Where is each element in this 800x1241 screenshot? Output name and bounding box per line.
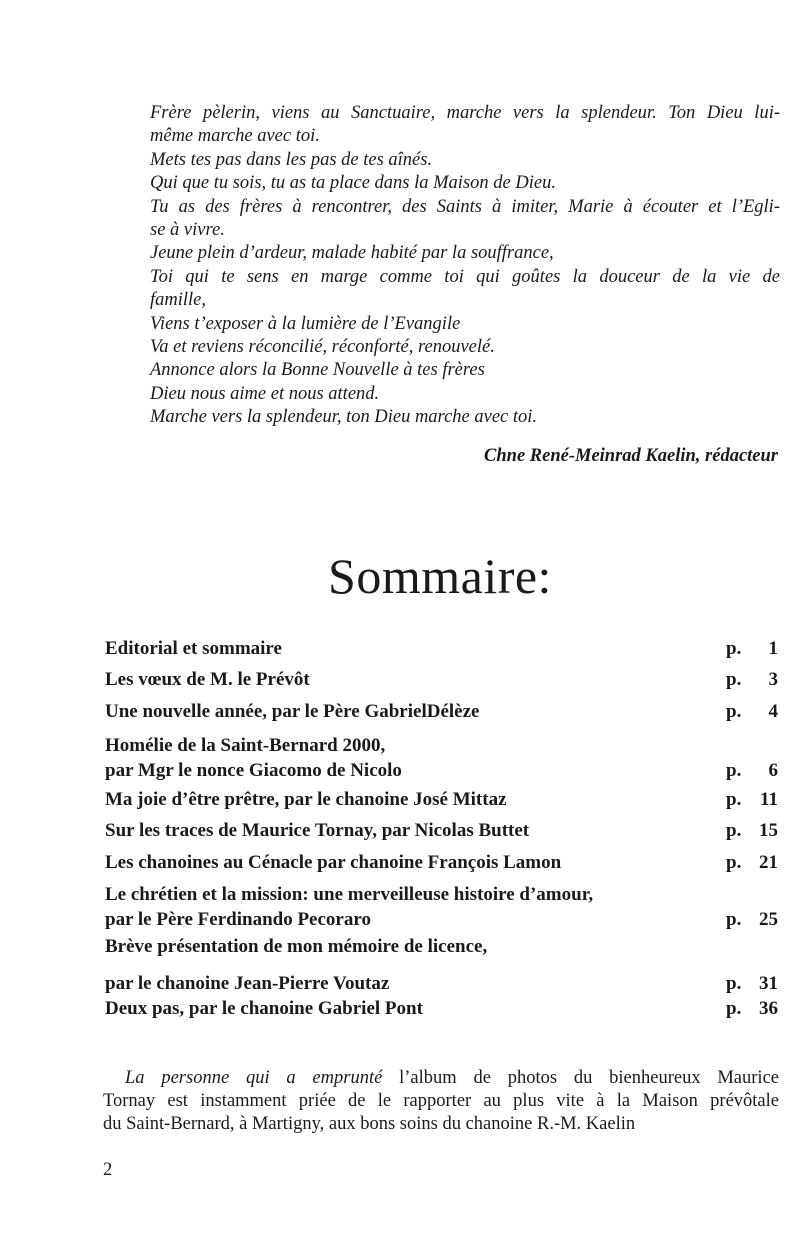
toc-page-number: 31 [759, 973, 778, 994]
toc-page-ref [726, 818, 778, 843]
notice-line: du Saint-Bernard, à Martigny, aux bons soins du chanoine R.-M. Kaelin [103, 1114, 636, 1134]
page-title: Sommaire: [328, 547, 552, 604]
toc-entry [105, 636, 778, 661]
toc-entry [105, 699, 778, 724]
toc-entry-title: Homélie de la Saint-Bernard 2000, [105, 735, 386, 756]
toc-entry-title: Les vœux de M. le Prévôt [105, 669, 310, 690]
toc-page-ref [726, 971, 778, 996]
poem-line: Va et reviens réconcilié, réconforté, renouvelé. [150, 337, 495, 358]
toc-entry-title-continued: par le chanoine Jean-Pierre Voutaz [105, 973, 390, 994]
toc-page-number: 4 [768, 701, 778, 722]
toc-page-ref [726, 667, 778, 692]
toc-entry [105, 882, 778, 932]
toc-page-number: 11 [760, 789, 778, 810]
toc-page-prefix: p. [726, 973, 742, 994]
toc-page-ref [726, 996, 778, 1021]
page-number: 2 [103, 1160, 113, 1180]
toc-page-number: 36 [759, 998, 778, 1019]
toc-page-ref [726, 699, 778, 724]
editorial-poem [150, 102, 780, 430]
poem-line: Tu as des frères à rencontrer, des Saints à imiter, Marie à écouter et l’Egli- [150, 196, 780, 217]
poem-line: Toi qui te sens en marge comme toi qui goûtes la douceur de la vie de [150, 266, 780, 287]
toc-entry-title: Sur les traces de Maurice Tornay, par Nicolas Buttet [105, 820, 530, 841]
toc-entry-title-continued: par Mgr le nonce Giacomo de Nicolo [105, 760, 402, 781]
poem-line: se à vivre. [150, 220, 225, 241]
toc-entry-title: Le chrétien et la mission: une merveilleuse histoire d’amour, [105, 884, 594, 905]
toc-entry-title: Ma joie d’être prêtre, par le chanoine José Mittaz [105, 789, 507, 810]
toc-entry-title: Brève présentation de mon mémoire de licence, [105, 936, 488, 957]
toc-page-prefix: p. [726, 789, 742, 810]
toc-page-number: 15 [759, 820, 778, 841]
toc-page-prefix: p. [726, 909, 742, 930]
notice-line: Tornay est instamment priée de le rapporter au plus vite à la Maison prévôtale [103, 1091, 779, 1111]
notice-line [103, 1067, 779, 1090]
toc-page-ref [726, 850, 778, 875]
toc-entry [105, 996, 778, 1021]
editorial-signature: Chne René-Meinrad Kaelin, rédacteur [484, 446, 778, 466]
toc-page-prefix: p. [726, 852, 742, 873]
poem-line: Mets tes pas dans les pas de tes aînés. [150, 149, 433, 170]
toc-entry-title: Une nouvelle année, par le Père GabrielDélèze [105, 701, 480, 722]
toc-page-prefix: p. [726, 998, 742, 1019]
toc-page-prefix: p. [726, 701, 742, 722]
toc-entry [105, 667, 778, 692]
poem-line: Annonce alors la Bonne Nouvelle à tes frères [150, 360, 485, 381]
toc-entry-title-continued: par le Père Ferdinando Pecoraro [105, 909, 371, 930]
toc-entry [105, 733, 778, 783]
toc-page-prefix: p. [726, 820, 742, 841]
toc-entry [105, 787, 778, 812]
toc-page-prefix: p. [726, 669, 742, 690]
toc-entry [105, 934, 778, 996]
toc-page-ref [726, 636, 778, 661]
poem-line: Frère pèlerin, viens au Sanctuaire, marche vers la splendeur. Ton Dieu lui- [150, 103, 780, 123]
toc-page-number: 3 [768, 669, 778, 690]
toc-page-prefix: p. [726, 638, 742, 659]
toc-page-ref [726, 787, 778, 812]
notice-text: l’album de photos du bienheureux Maurice [382, 1068, 779, 1088]
toc-page-ref [726, 758, 778, 783]
poem-line: Jeune plein d’ardeur, malade habité par la souffrance, [150, 243, 554, 264]
poem-line: Dieu nous aime et nous attend. [150, 383, 380, 404]
toc-page-number: 6 [768, 760, 778, 781]
toc-entry-title: Les chanoines au Cénacle par chanoine François Lamon [105, 852, 562, 873]
toc-entry-title: Deux pas, par le chanoine Gabriel Pont [105, 998, 423, 1019]
toc-entry-title: Editorial et sommaire [105, 638, 282, 659]
notice-emphasis: La personne qui a emprunté [125, 1068, 383, 1088]
toc-page-number: 1 [768, 638, 778, 659]
poem-line: Marche vers la splendeur, ton Dieu marche avec toi. [150, 407, 538, 428]
toc-page-number: 25 [759, 909, 778, 930]
toc-entry [105, 850, 778, 875]
toc-page-number: 21 [759, 852, 778, 873]
toc-page-ref [726, 907, 778, 932]
toc-page-prefix: p. [726, 760, 742, 781]
poem-line: Viens t’exposer à la lumière de l’Evangile [150, 313, 461, 334]
poem-line: famille, [150, 290, 207, 311]
toc-entry [105, 818, 778, 843]
poem-line: Qui que tu sois, tu as ta place dans la Maison de Dieu. [150, 173, 556, 194]
poem-line: même marche avec toi. [150, 126, 320, 147]
notice-paragraph [103, 1067, 779, 1136]
